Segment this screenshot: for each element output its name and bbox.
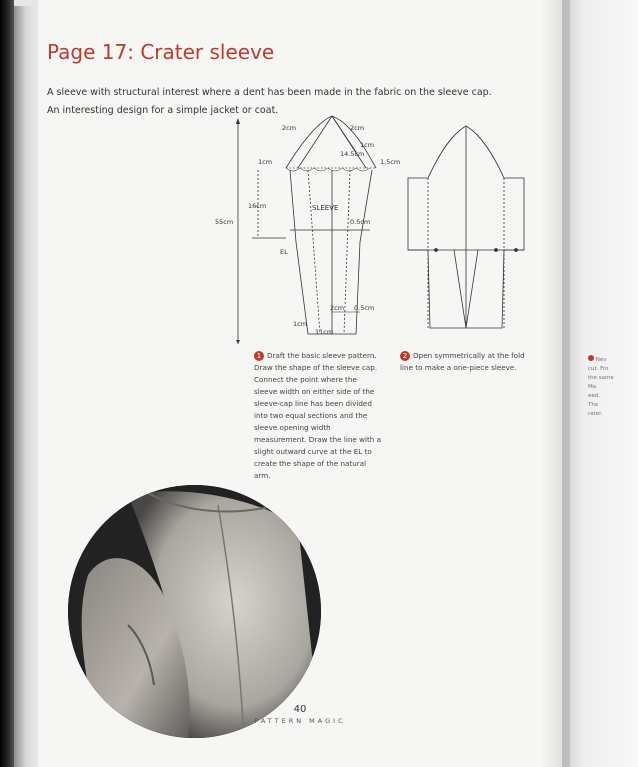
book-title: PATTERN MAGIC	[254, 717, 346, 725]
label-hem-right: 11cm	[315, 328, 334, 336]
intro-line-1: A sleeve with structural interest where a dent has been made in the fabric on the sleeve cap.	[47, 87, 492, 98]
cap-line-left	[298, 116, 332, 168]
notch-dot	[495, 249, 498, 252]
adjacent-page-text	[588, 355, 614, 419]
caption-step-1-text: Draft the basic sleeve pattern. Draw the shape of the sleeve cap. Connect the point where the sleeve width on either side of the sleeve-cap line has been divided into two equal sections and the sleeve opening width measurement. Draw the line with a slight outward curve at the EL to create the shape of the natural arm.	[254, 351, 382, 480]
label-cap-mid: 1cm	[360, 141, 375, 149]
sleeve-photo	[68, 485, 321, 738]
cap-scallop-curve	[286, 168, 370, 171]
caption-step-2	[400, 350, 530, 374]
left-page-edge	[14, 0, 38, 767]
split-line-right	[344, 170, 350, 334]
caption-step-2-text: Open symmetrically at the fold line to make a one-piece sleeve.	[400, 351, 525, 372]
page-title: Page 17: Crater sleeve	[47, 40, 275, 64]
label-cap-side-left: 1cm	[258, 158, 273, 166]
page-number: 40	[293, 704, 307, 715]
adjacent-line: Ma	[588, 384, 597, 390]
split-line-left	[308, 170, 320, 334]
label-sleeve: SLEEVE	[312, 204, 339, 212]
label-hem-left: 1cm	[293, 320, 308, 328]
pattern-diagram	[190, 112, 550, 344]
adjacent-line: Nev	[588, 355, 614, 365]
sleeve-photo-illustration	[68, 485, 321, 738]
intro-line-2: An interesting design for a simple jacket or coat.	[47, 105, 279, 116]
step-2-badge: 2	[400, 351, 410, 361]
notch-dot	[435, 249, 438, 252]
page-footer	[200, 704, 400, 725]
label-length-upper: 16cm	[248, 202, 267, 210]
label-length-total: 55cm	[215, 218, 234, 226]
label-inner-right: 0.5cm	[350, 218, 371, 226]
label-bottom-right: 0.5cm	[354, 304, 375, 312]
label-elbow: EL	[280, 248, 288, 256]
label-bottom-mid: 2cm	[330, 304, 345, 312]
adjacent-line: rater.	[588, 411, 603, 417]
adjacent-line: The	[588, 402, 599, 408]
label-cap-side-right: 1.5cm	[380, 158, 401, 166]
arrow-top-icon	[236, 118, 240, 124]
adjacent-line: the same	[588, 375, 614, 381]
step-1-badge: 1	[254, 351, 264, 361]
book-spine-shadow	[0, 0, 14, 767]
notch-dot	[515, 249, 518, 252]
caption-step-1	[254, 350, 382, 482]
adjacent-step-dot	[588, 355, 594, 361]
adjacent-line: eed.	[588, 393, 601, 399]
arrow-bottom-icon	[236, 340, 240, 344]
label-cap-right: 2cm	[350, 124, 365, 132]
adjacent-line: cut. Fro	[588, 366, 609, 372]
cap-mid-line	[332, 116, 356, 152]
label-cap-center: 14.5cm	[340, 150, 365, 158]
diagram-step-2	[408, 126, 524, 328]
label-cap-left: 2cm	[282, 124, 297, 132]
